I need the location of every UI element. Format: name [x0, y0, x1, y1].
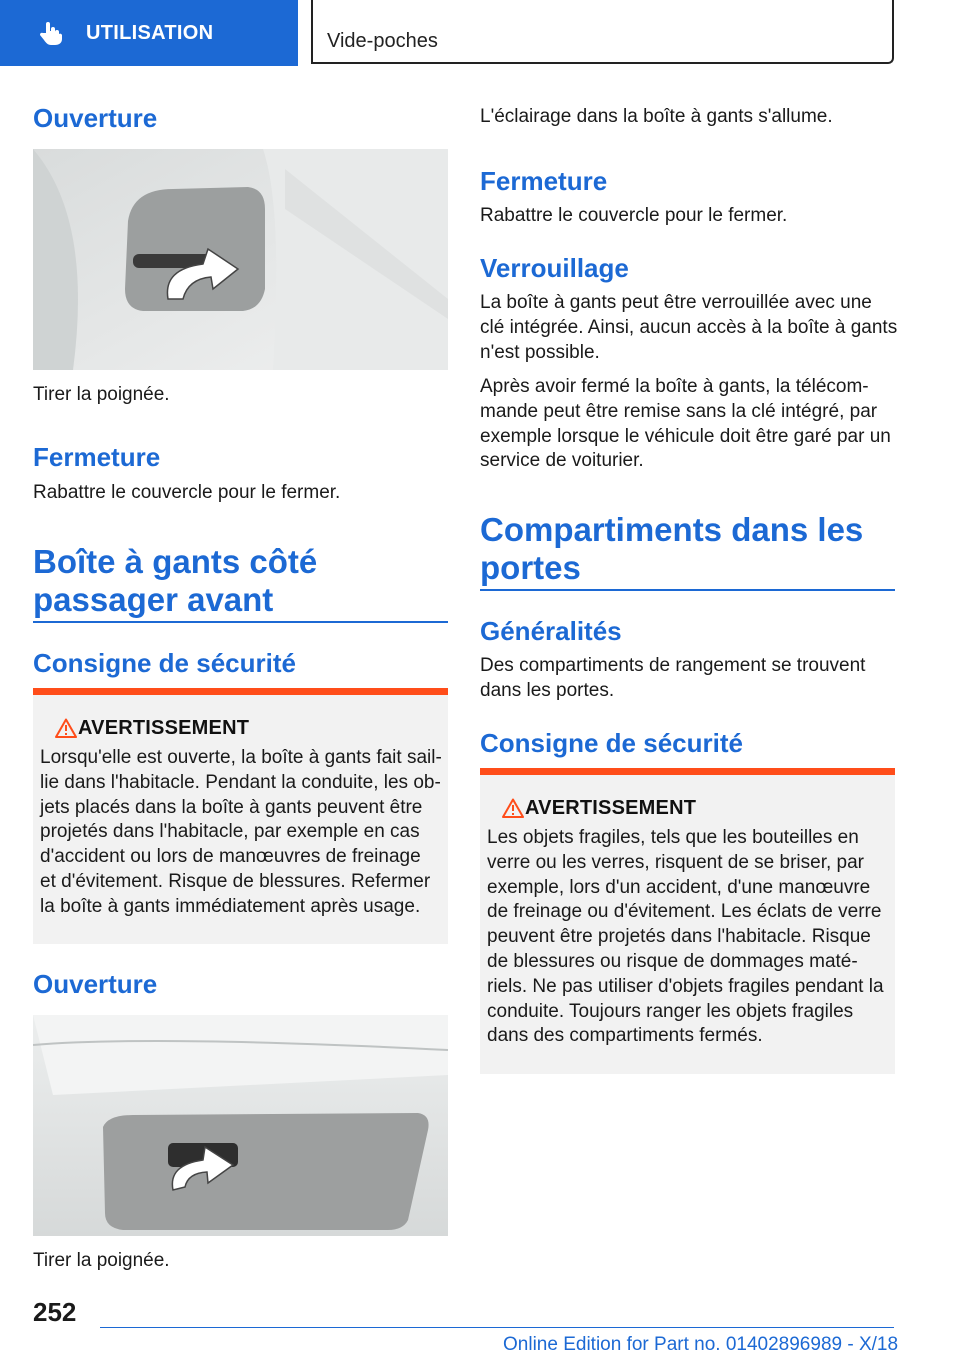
heading-compartiments-line2: portes: [480, 549, 581, 586]
section-tab[interactable]: [0, 0, 298, 66]
warning-line: la boîte à gants immédiatement après usage.: [40, 895, 421, 917]
section-rule-right: [480, 589, 895, 591]
warning-triangle-icon: [502, 798, 524, 818]
heading-consigne-left: Consigne de sécurité: [33, 648, 296, 678]
page-number: 252: [33, 1297, 77, 1327]
warning-line: exemple, lors d'un accident, d'une manœuvre: [487, 876, 871, 898]
caption-2: Tirer la poignée.: [33, 1250, 170, 1271]
warning-bar: [33, 688, 448, 695]
heading-boite-line1: Boîte à gants côté: [33, 543, 318, 580]
heading-ouverture-2: Ouverture: [33, 969, 158, 999]
heading-compartiments-line1: Compartiments dans les: [480, 511, 864, 548]
warning-title: AVERTISSEMENT: [78, 717, 250, 739]
text-line: clé intégrée. Ainsi, aucun accès à la boîte à gants: [480, 316, 898, 338]
text-fermeture-right: Rabattre le couvercle pour le fermer.: [480, 205, 788, 226]
warning-body: [40, 746, 442, 920]
heading-generalites: Généralités: [480, 616, 622, 646]
text-line: exemple lorsque le véhicule doit être garé par un: [480, 425, 891, 447]
warning-line: de blessures ou risque de dommages maté‐: [487, 950, 858, 972]
warning-line: peuvent être projetés dans l'habitacle. Risque: [487, 926, 871, 948]
warning-line: Les objets fragiles, tels que les bouteilles en: [487, 827, 859, 848]
text-line: mande peut être remise sans la clé intégré, par: [480, 400, 878, 422]
warning-triangle-icon: [55, 718, 77, 738]
caption-1: Tirer la poignée.: [33, 384, 170, 405]
warning-line: et d'évitement. Risque de blessures. Refermer: [40, 870, 431, 892]
heading-consigne-right: Consigne de sécurité: [480, 728, 743, 758]
warning-line: verre ou les verres, risquent de se briser, par: [487, 851, 865, 873]
text-fermeture-left: Rabattre le couvercle pour le fermer.: [33, 482, 341, 503]
warning-box-right: [480, 768, 895, 1074]
text-line: Après avoir fermé la boîte à gants, la télécom‐: [480, 376, 869, 397]
chapter-header: [311, 0, 894, 64]
warning-line: lie dans l'habitacle. Pendant la conduite, les ob‐: [40, 771, 441, 793]
text-line: service de voiturier.: [480, 450, 644, 472]
heading-boite-line2: passager avant: [33, 581, 274, 618]
warning-line: d'accident ou lors de manœuvres de freinage: [40, 846, 421, 868]
heading-ouverture-1: Ouverture: [33, 103, 158, 133]
warning-line: projetés dans l'habitacle, par exemple en cas: [40, 821, 420, 843]
text-line: La boîte à gants peut être verrouillée avec une: [480, 292, 872, 313]
glovebox-photo-2: [33, 1015, 448, 1236]
text-verrouillage-2: [480, 375, 891, 474]
heading-fermeture-right: Fermeture: [480, 166, 608, 196]
text-line: n'est possible.: [480, 341, 600, 363]
text-eclairage: L'éclairage dans la boîte à gants s'allume.: [480, 106, 833, 127]
warning-line: Lorsqu'elle est ouverte, la boîte à gants fait sail‐: [40, 747, 442, 768]
text-line: dans les portes.: [480, 679, 615, 701]
heading-verrouillage: Verrouillage: [480, 253, 629, 283]
chapter-label: Vide-poches: [327, 30, 438, 52]
warning-body: [487, 826, 884, 1049]
hand-pointer-icon: [38, 19, 66, 47]
warning-line: de freinage ou d'évitement. Les éclats de verre: [487, 901, 882, 923]
warning-bar: [480, 768, 895, 775]
footer-edition: Online Edition for Part no. 01402896989 - X/18: [503, 1334, 899, 1355]
heading-fermeture-left: Fermeture: [33, 442, 161, 472]
warning-line: dans des compartiments fermés.: [487, 1025, 763, 1047]
warning-line: riels. Ne pas utiliser d'objets fragiles pendant la: [487, 975, 884, 997]
section-rule-left: [33, 621, 448, 623]
footer-rule: [100, 1327, 894, 1328]
warning-box-left: [33, 688, 448, 944]
warning-line: jets placés dans la boîte à gants peuvent être: [40, 796, 423, 818]
text-line: Des compartiments de rangement se trouvent: [480, 655, 866, 676]
section-label: UTILISATION: [86, 21, 214, 44]
warning-title: AVERTISSEMENT: [525, 797, 697, 819]
text-verrouillage-1: [480, 291, 897, 365]
text-generalites: [480, 654, 865, 704]
glovebox-photo-1: [33, 149, 448, 370]
warning-line: conduite. Toujours ranger les objets fragiles: [487, 1000, 854, 1022]
